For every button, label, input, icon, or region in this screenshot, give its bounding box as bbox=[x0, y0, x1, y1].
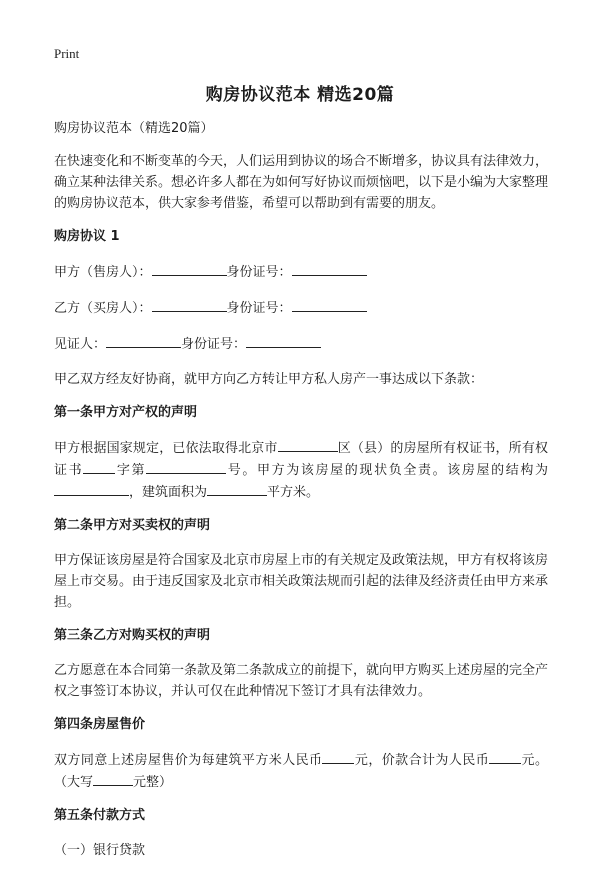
agreement-heading: 购房协议 1 bbox=[54, 229, 120, 244]
article3-text: 乙方愿意在本合同第一条款及第二条款成立的前提下，就向甲方购买上述房屋的完全产权之事签订本协议，并认可仅在此种情况下签订才具有法律效力。 bbox=[54, 663, 549, 699]
certificate-prefix-blank bbox=[83, 459, 115, 474]
party-b-id-blank bbox=[292, 297, 367, 312]
article5-item1: （一）银行贷款 bbox=[54, 843, 146, 858]
article4-text-part: 双方同意上述房屋售价为每建筑平方米人民币 bbox=[54, 753, 323, 768]
unit-price-blank bbox=[322, 749, 354, 764]
witness-id-blank bbox=[246, 333, 321, 348]
intro-paragraph: 在快速变化和不断变革的今天，人们运用到协议的场合不断增多，协议具有法律效力，确立某种法律关系。想必许多人都在为如何写好协议而烦恼吧，以下是小编为大家整理的购房协议范本，供大家参考借鉴，希望可以帮助到有需要的朋友。 bbox=[54, 154, 549, 211]
party-b-line bbox=[54, 297, 548, 319]
article3-heading: 第三条乙方对购买权的声明 bbox=[54, 628, 211, 643]
party-a-label: 甲方（售房人）： bbox=[54, 265, 152, 280]
article1-text-part: 区（县）的房屋所有权证书，所有权证书 bbox=[54, 441, 548, 478]
party-b-id-label: 身份证号： bbox=[226, 301, 292, 316]
article1-heading: 第一条甲方对产权的声明 bbox=[54, 405, 198, 420]
article1-text-part: 甲方根据国家规定，已依法取得北京市 bbox=[54, 441, 278, 456]
certificate-number-blank bbox=[146, 459, 226, 474]
document-subtitle: 购房协议范本（精选20篇） bbox=[54, 121, 214, 136]
article4-heading: 第四条房屋售价 bbox=[54, 717, 146, 732]
preamble-paragraph: 甲乙双方经友好协商，就甲方向乙方转让甲方私人房产一事达成以下条款： bbox=[54, 372, 484, 387]
article5-heading: 第五条付款方式 bbox=[54, 808, 146, 823]
article4-text-part: 元，价款合计为人民币 bbox=[354, 753, 490, 768]
party-a-id-label: 身份证号： bbox=[226, 265, 292, 280]
document-body bbox=[54, 118, 548, 873]
article2-heading: 第二条甲方对买卖权的声明 bbox=[54, 518, 211, 533]
article4-text-part: 元整） bbox=[133, 775, 173, 790]
document-title: 购房协议范本 精选20篇 bbox=[205, 85, 395, 105]
witness-label: 见证人： bbox=[54, 337, 107, 352]
party-a-line bbox=[54, 261, 548, 283]
witness-line bbox=[54, 333, 548, 355]
structure-blank bbox=[54, 481, 129, 496]
total-price-blank bbox=[489, 749, 521, 764]
article4-text bbox=[54, 749, 548, 793]
print-link[interactable]: Print bbox=[54, 46, 80, 61]
article1-text-part: 平方米。 bbox=[267, 485, 320, 500]
article4-text-part: 元。（大写 bbox=[54, 753, 548, 790]
total-uppercase-blank bbox=[93, 771, 133, 786]
article1-text-part: 字第 bbox=[115, 463, 147, 478]
area-blank bbox=[207, 481, 267, 496]
witness-id-label: 身份证号： bbox=[181, 337, 247, 352]
party-b-name-blank bbox=[152, 297, 227, 312]
district-blank bbox=[278, 437, 338, 452]
article1-text-part: ，建筑面积为 bbox=[129, 485, 208, 500]
article2-text: 甲方保证该房屋是符合国家及北京市房屋上市的有关规定及政策法规，甲方有权将该房屋上市交易。由于违反国家及北京市相关政策法规而引起的法律及经济责任由甲方来承担。 bbox=[54, 553, 549, 610]
article1-text bbox=[54, 437, 548, 503]
party-a-name-blank bbox=[152, 261, 227, 276]
article1-text-part: 号。甲方为该房屋的现状负全责。该房屋的结构为 bbox=[226, 463, 548, 478]
party-b-label: 乙方（买房人）： bbox=[54, 301, 152, 316]
witness-name-blank bbox=[106, 333, 181, 348]
party-a-id-blank bbox=[292, 261, 367, 276]
